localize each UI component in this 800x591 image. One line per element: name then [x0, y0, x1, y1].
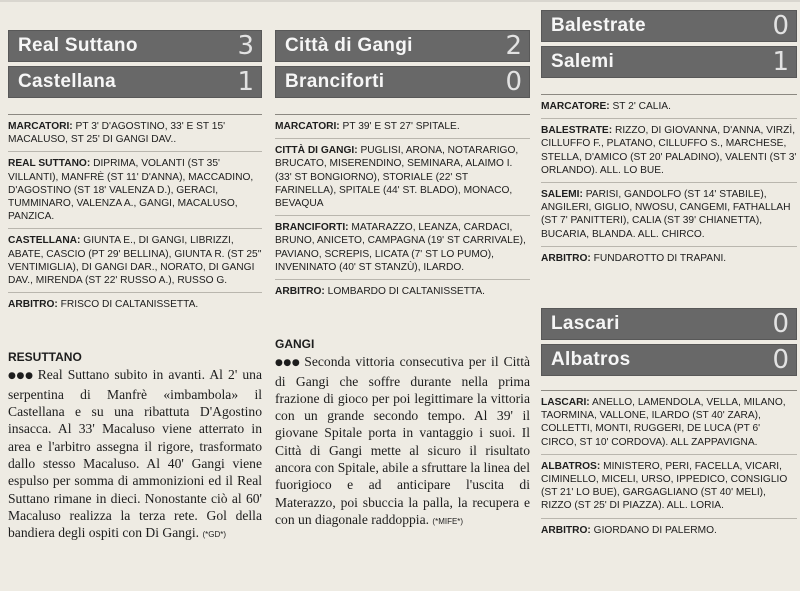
lineup-text: GIUNTA E., DI GANGI, LIBRIZZI, ABATE, CASCIO (PT 29' BELLINA), GIUNTA R. (ST 25'' VENTIMIGLIA), DI GANGI DAR., NORATO, DI GANGI DAV., MIRENDA (ST 22' RUSSO A.), RUSSO G. — [8, 235, 262, 287]
team-name: Lascari — [551, 313, 620, 335]
scorers-block — [8, 114, 262, 151]
team-score: 1 — [772, 47, 789, 77]
lineup-away — [8, 228, 262, 292]
lineup-home — [541, 118, 797, 182]
scorebar-away — [541, 344, 797, 376]
lineup-text: MATARAZZO, LEANZA, CARDACI, BRUNO, ANICETO, CAMPAGNA (19' ST CARRIVALE), PAVIANO, SCREPIS, LICATA (7' ST LO PUMO), INVENINATO (40' ST STANZÙ), ILARDO. — [275, 222, 526, 273]
lineup-label: ALBATROS: — [541, 460, 601, 472]
scorebar-home — [541, 308, 797, 340]
lineup-text: PUGLISI, ARONA, NOTARARIGO, BRUCATO, MISERENDINO, SEMINARA, ALAIMO I. (33' ST BONGIORNO), STORIALE (22' ST FARINELLA), SPITALE (44' ST. BLADO), MONACO, BEVAQUA — [275, 145, 519, 210]
scorebar-home — [8, 30, 262, 62]
team-score: 1 — [237, 67, 254, 97]
story-body: Seconda vittoria consecutiva per il Città di Gangi che soffre durante nella prima frazione di gioco per poi legittimare la vittoria con un grande secondo tempo. Al 39' il giovane Spitale porta in vantaggio i suoi. Il Città di Gangi mette al sicuro il risultato ancora con Spitale, abile a sfruttare la linea del fuorigioco e ad anticipare l'uscita di Materazzo, poi sbuccia la palla, la recupera e con un diagonale raddoppia. — [275, 354, 530, 527]
lineup-text: ANELLO, LAMENDOLA, VELLA, MILANO, TAORMINA, VALLONE, ILARDO (ST 40' ZARA), COLLETTI, MONTI, RUGGERI, DE LUCA (PT 6' CIRCO, ST 10' CORDOVA). ALL ZAPPAVIGNA. — [541, 397, 786, 448]
lineup-label: REAL SUTTANO: — [8, 158, 91, 170]
lineup-text: DIPRIMA, VOLANTI (ST 35' VILLANTI), MANFRÈ (ST 11' D'ANNA), MACCADINO, D'AGOSTINO (ST 18' VALENZA D.), GERACI, TUMMINARO, VALENZA A., GANGI, MACALUSO, PANZICA. — [8, 158, 254, 223]
column-citta-di-gangi — [275, 30, 530, 530]
team-name: Albatros — [551, 349, 631, 371]
bullet-dots-icon: ●●● — [275, 358, 301, 369]
referee-block — [541, 246, 797, 270]
team-name: Balestrate — [551, 15, 646, 36]
lineup-text: PARISI, GANDOLFO (ST 14' STABILE), ANGILERI, GIGLIO, NWOSU, CANGEMI, FATHALLAH (ST 7' PANITTERI), CALIA (ST 39' CHIANETTA), BUCARIA, BLANDA. ALL. CHIRCO. — [541, 189, 791, 240]
scorebar-home — [275, 30, 530, 62]
lineup-away — [541, 454, 797, 518]
team-name: Real Suttano — [18, 35, 138, 56]
story-signature: (*MIFE*) — [432, 516, 464, 526]
team-score: 0 — [772, 345, 789, 376]
lineup-label: SALEMI: — [541, 189, 583, 201]
referee-label: ARBITRO: — [541, 524, 591, 536]
referee-label: ARBITRO: — [8, 299, 58, 311]
lineup-home — [275, 138, 530, 215]
team-score: 2 — [505, 31, 522, 61]
scorebar-away — [275, 66, 530, 98]
team-score: 3 — [237, 31, 254, 61]
lineup-text: RIZZO, DI GIOVANNA, D'ANNA, VIRZÌ, CILLUFFO F., PLATANO, CILLUFFO S., MARCHESE, STELLA, D'AMICO (ST 20' PALADINO), VALENTI (ST 3' ORLANDO). ALL. LO BUE. — [541, 125, 797, 176]
scorers-text: PT 3' D'AGOSTINO, 33' E ST 15' MACALUSO, ST 25' DI GANGI DAV.. — [8, 121, 226, 146]
referee-block — [541, 518, 797, 542]
scorers-text: PT 39' E ST 27' SPITALE. — [342, 121, 460, 132]
team-name: Branciforti — [285, 71, 385, 92]
story-title: RESUTTANO — [8, 350, 82, 365]
lineup-away — [541, 182, 797, 246]
lineup-away — [275, 215, 530, 279]
scorers-label: MARCATORE: — [541, 101, 610, 112]
scorers-label: MARCATORI: — [8, 121, 73, 132]
bullet-dots-icon: ●●● — [8, 371, 34, 382]
column-balestrate-lascari — [541, 10, 797, 542]
referee-text: FUNDAROTTO DI TRAPANI. — [593, 252, 727, 264]
lineup-label: CASTELLANA: — [8, 235, 81, 247]
story-signature: (*GD*) — [202, 530, 226, 540]
lineup-label: CITTÀ DI GANGI: — [275, 145, 358, 157]
referee-block — [275, 279, 530, 303]
lineup-label: BALESTRATE: — [541, 125, 613, 137]
scorebar-away — [541, 46, 797, 78]
team-score: 0 — [505, 67, 522, 97]
scorers-block — [541, 94, 797, 118]
lineup-label: LASCARI: — [541, 397, 590, 409]
referee-text: LOMBARDO DI CALTANISSETTA. — [327, 286, 486, 298]
team-name: Città di Gangi — [285, 35, 413, 56]
team-score: 0 — [772, 309, 789, 340]
scorers-label: MARCATORI: — [275, 121, 340, 132]
lineup-home — [8, 151, 262, 228]
page-top-edge — [0, 0, 800, 2]
scorers-text: ST 2' CALIA. — [612, 101, 671, 112]
referee-block — [8, 292, 262, 316]
story-text — [275, 353, 530, 530]
team-name: Salemi — [551, 51, 615, 72]
team-name: Castellana — [18, 71, 117, 92]
lineup-label: BRANCIFORTI: — [275, 222, 349, 234]
referee-label: ARBITRO: — [275, 286, 325, 298]
referee-text: GIORDANO DI PALERMO. — [593, 524, 717, 536]
story-title: GANGI — [275, 337, 315, 352]
column-real-suttano — [8, 30, 262, 543]
scorers-block — [275, 114, 530, 138]
scorebar-away — [8, 66, 262, 98]
team-score: 0 — [772, 11, 789, 41]
lineup-home — [541, 390, 797, 454]
story-text — [8, 366, 262, 543]
story-body: Real Suttano subito in avanti. Al 2' una serpentina di Manfrè «imbambola» il Castellana e su una ribattuta D'Agostino insacca. Al 33' Macaluso viene atterrato in area e l'arbitro assegna il rigore, trasformato dallo stesso Macaluso. Al 40' Gangi viene espulso per somma di ammonizioni ed il Real Suttano rimane in dieci. Nonostante ciò al 60' Macaluso realizza la terza rete. Gol della bandiera degli ospiti con Di Gangi. — [8, 367, 262, 541]
referee-label: ARBITRO: — [541, 252, 591, 264]
lineup-text: MINISTERO, PERI, FACELLA, VICARI, CIMINELLO, MICELI, URSO, IPPEDICO, CONSIGLIO (ST 21' LO BUE), GARGAGLIANO (ST 40' MELI), RIZZO (ST 25' DI PIAZZA). ALL. LORIA. — [541, 460, 788, 512]
scorebar-home — [541, 10, 797, 42]
referee-text: FRISCO DI CALTANISSETTA. — [60, 299, 199, 311]
